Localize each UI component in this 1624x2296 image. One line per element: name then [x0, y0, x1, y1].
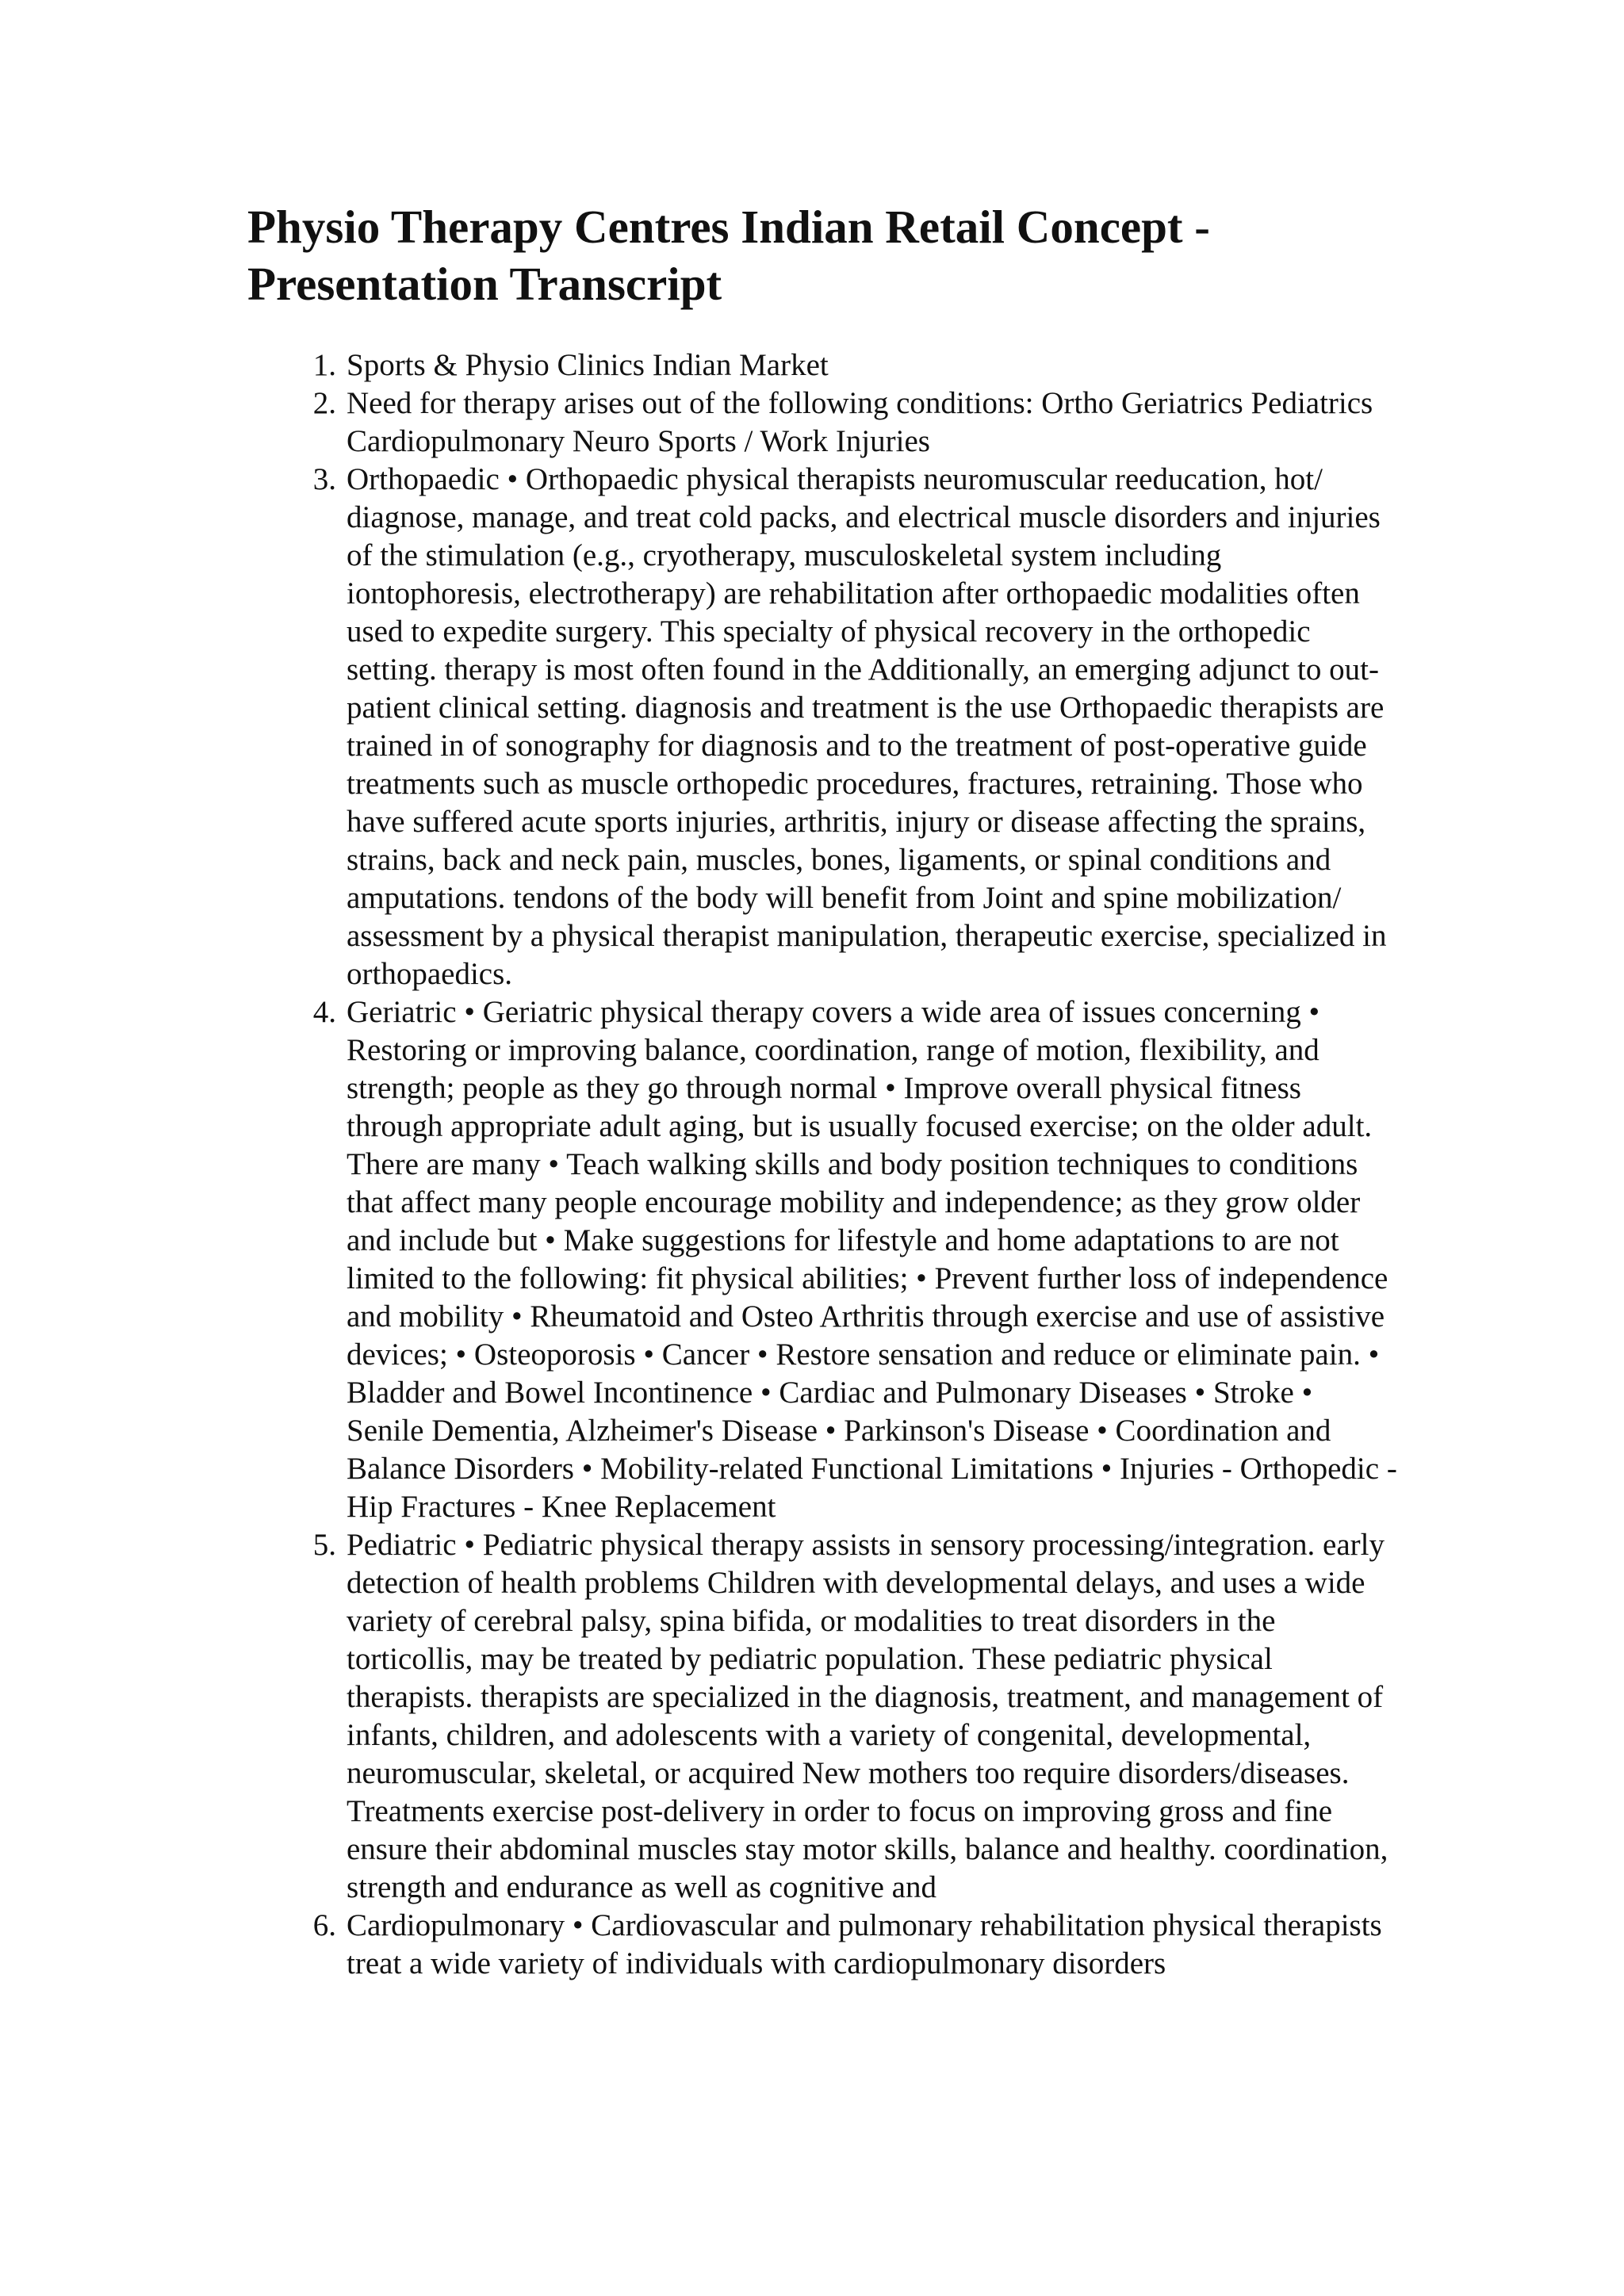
- list-item: [247, 1907, 1397, 1983]
- list-item-text: Geriatric • Geriatric physical therapy covers a wide area of issues concerning • Restoring or improving balance, coordination, range of motion, flexibility, and strength; people as they go through normal • Improve overall physical fitness through appropriate adult aging, but is usually focused exercise; on the older adult. There are many • Teach walking skills and body position techniques to conditions that affect many people encourage mobility and independence; as they grow older and include but • Make suggestions for lifestyle and home adaptations to are not limited to the following: fit physical abilities; • Prevent further loss of independence and mobility • Rheumatoid and Osteo Arthritis through exercise and use of assistive devices; • Osteoporosis • Cancer • Restore sensation and reduce or eliminate pain. • Bladder and Bowel Incontinence • Cardiac and Pulmonary Diseases • Stroke • Senile Dementia, Alzheimer's Disease • Parkinson's Disease • Coordination and Balance Disorders • Mobility-related Functional Limitations • Injuries - Orthopedic - Hip Fractures - Knee Replacement: [347, 995, 1397, 1524]
- list-item-text: Orthopaedic • Orthopaedic physical therapists neuromuscular reeducation, hot/ diagnose, manage, and treat cold packs, and electrical muscle disorders and injuries of the stimulation (e.g., cryotherapy, musculoskeletal system including iontophoresis, electrotherapy) are rehabilitation after orthopaedic modalities often used to expedite surgery. This specialty of physical recovery in the orthopedic setting. therapy is most often found in the Additionally, an emerging adjunct to out-patient clinical setting. diagnosis and treatment is the use Orthopaedic therapists are trained in of sonography for diagnosis and to the treatment of post-operative guide treatments such as muscle orthopedic procedures, fractures, retraining. Those who have suffered acute sports injuries, arthritis, injury or disease affecting the sprains, strains, back and neck pain, muscles, bones, ligaments, or spinal conditions and amputations. tendons of the body will benefit from Joint and spine mobilization/ assessment by a physical therapist manipulation, therapeutic exercise, specialized in orthopaedics.: [347, 462, 1387, 991]
- list-item: [247, 385, 1397, 461]
- list-item-number: 6.: [312, 1908, 336, 1942]
- list-item-number: 4.: [312, 995, 336, 1029]
- list-item-text: Need for therapy arises out of the following conditions: Ortho Geriatrics Pediatrics Cardiopulmonary Neuro Sports / Work Injuries: [347, 386, 1373, 458]
- list-item-text: Sports & Physio Clinics Indian Market: [347, 348, 829, 382]
- list-item: [247, 1526, 1397, 1907]
- page-title: Physio Therapy Centres Indian Retail Concept - Presentation Transcript: [247, 201, 1210, 310]
- transcript-list: [247, 346, 1397, 1983]
- list-item: [247, 993, 1397, 1526]
- list-item-number: 5.: [312, 1528, 336, 1562]
- list-item-number: 2.: [312, 386, 336, 420]
- list-item-number: 3.: [312, 462, 336, 496]
- list-item-text: Cardiopulmonary • Cardiovascular and pulmonary rehabilitation physical therapists treat a wide variety of individuals with cardiopulmonary disorders: [347, 1908, 1382, 1980]
- list-item: [247, 461, 1397, 993]
- list-item-number: 1.: [312, 348, 336, 382]
- list-item-text: Pediatric • Pediatric physical therapy assists in sensory processing/integration. early detection of health problems Children with developmental delays, and uses a wide variety of cerebral palsy, spina bifida, or modalities to treat disorders in the torticollis, may be treated by pediatric population. These pediatric physical therapists. therapists are specialized in the diagnosis, treatment, and management of infants, children, and adolescents with a variety of congenital, developmental, neuromuscular, skeletal, or acquired New mothers too require disorders/diseases. Treatments exercise post-delivery in order to focus on improving gross and fine ensure their abdominal muscles stay motor skills, balance and healthy. coordination, strength and endurance as well as cognitive and: [347, 1528, 1388, 1904]
- list-item: [247, 346, 1397, 385]
